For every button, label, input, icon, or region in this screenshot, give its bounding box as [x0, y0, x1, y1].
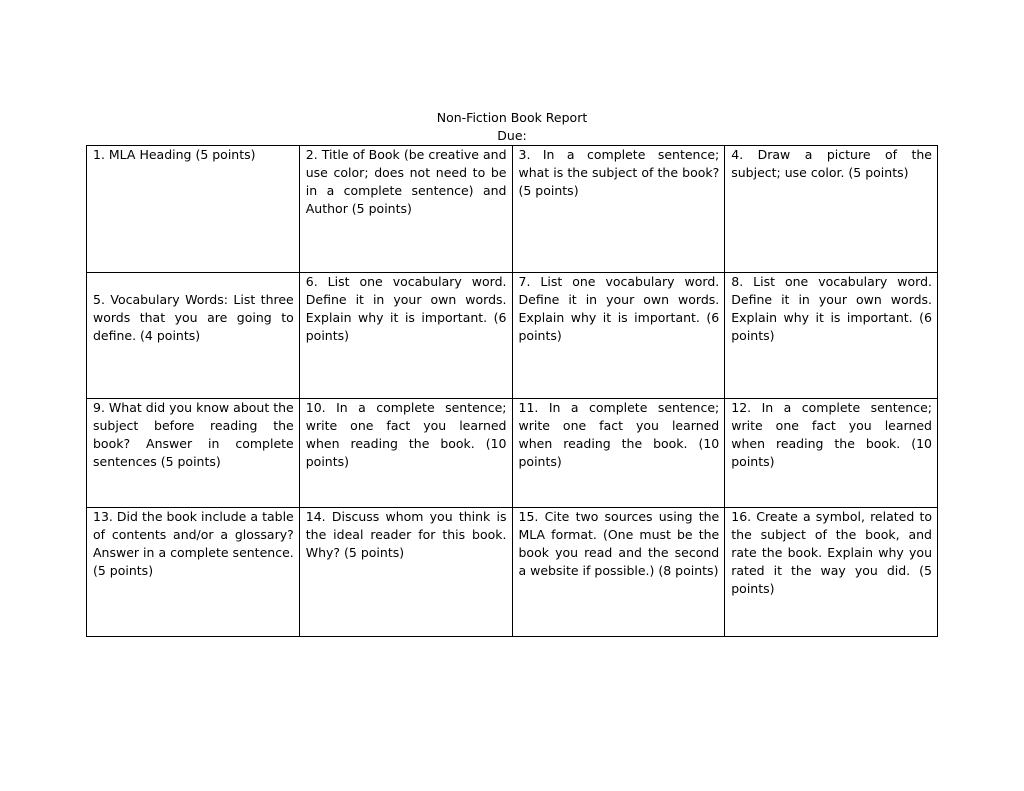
assignment-grid [86, 145, 938, 637]
cell-text-2: 2. Title of Book (be creative and use color; does not need to be in a complete sentence) and Author (5 points) [305, 147, 507, 216]
cell-text-14: 14. Discuss whom you think is the ideal reader for this book. Why? (5 points) [305, 509, 507, 560]
cell-text-5: 5. Vocabulary Words: List three words that you are going to define. (4 points) [93, 292, 294, 343]
grid-cell-1 [87, 146, 300, 273]
cell-text-6: 6. List one vocabulary word. Define it in your own words. Explain why it is important. (6 points) [305, 274, 507, 343]
cell-text-13: 13. Did the book include a table of contents and/or a glossary? Answer in a complete sentence. (5 points) [93, 509, 294, 578]
cell-text-4: 4. Draw a picture of the subject; use color. (5 points) [731, 147, 932, 180]
grid-cell-14 [299, 508, 512, 637]
cell-text-12: 12. In a complete sentence; write one fact you learned when reading the book. (10 points) [731, 400, 932, 469]
grid-cell-2 [299, 146, 512, 273]
cell-text-10: 10. In a complete sentence; write one fact you learned when reading the book. (10 points) [305, 400, 507, 469]
grid-cell-7 [512, 273, 725, 399]
grid-row [87, 399, 938, 508]
report-title: Non-Fiction Book Report [436, 110, 588, 125]
grid-cell-5 [87, 273, 300, 399]
grid-cell-6 [299, 273, 512, 399]
grid-cell-3 [512, 146, 725, 273]
cell-text-1: 1. MLA Heading (5 points) [93, 147, 256, 162]
grid-cell-11 [512, 399, 725, 508]
due-label: Due: [497, 128, 527, 143]
grid-cell-4 [725, 146, 938, 273]
grid-cell-9 [87, 399, 300, 508]
cell-text-16: 16. Create a symbol, related to the subject of the book, and rate the book. Explain why you rated it the way you did. (5 points) [731, 509, 932, 596]
cell-text-9: 9. What did you know about the subject before reading the book? Answer in complete sentences (5 points) [93, 400, 294, 469]
grid-cell-15 [512, 508, 725, 637]
cell-text-8: 8. List one vocabulary word. Define it in your own words. Explain why it is important. (6 points) [731, 274, 932, 343]
grid-row [87, 273, 938, 399]
grid-cell-10 [299, 399, 512, 508]
cell-text-11: 11. In a complete sentence; write one fact you learned when reading the book. (10 points) [518, 400, 720, 469]
cell-text-7: 7. List one vocabulary word. Define it in your own words. Explain why it is important. (6 points) [518, 274, 720, 343]
cell-text-15: 15. Cite two sources using the MLA format. (One must be the book you read and the second a website if possible.) (8 points) [518, 509, 720, 578]
grid-cell-8 [725, 273, 938, 399]
grid-cell-12 [725, 399, 938, 508]
grid-row [87, 146, 938, 273]
grid-row [87, 508, 938, 637]
cell-text-3: 3. In a complete sentence; what is the subject of the book? (5 points) [518, 147, 720, 198]
grid-cell-13 [87, 508, 300, 637]
grid-cell-16 [725, 508, 938, 637]
